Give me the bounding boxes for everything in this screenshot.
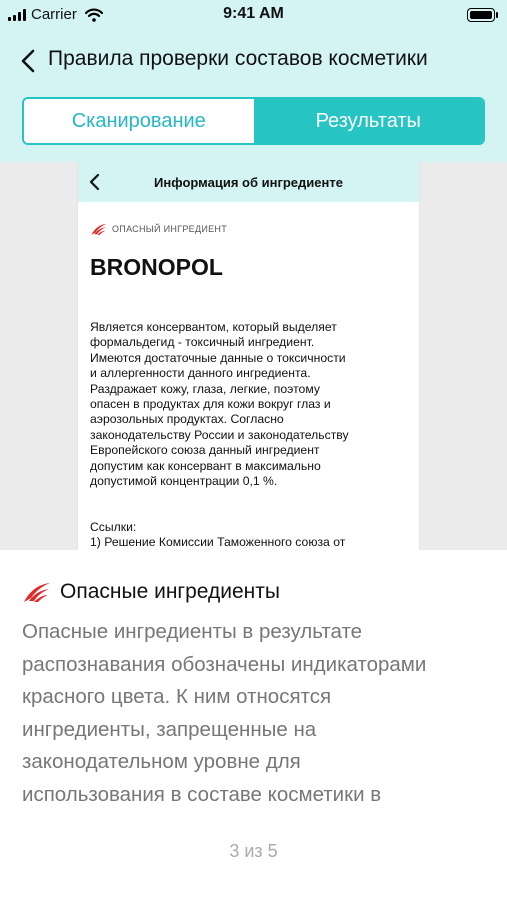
sheet-title: Опасные ингредиенты	[60, 580, 280, 603]
tab-results[interactable]: Результаты	[254, 99, 484, 143]
battery-icon	[467, 8, 495, 22]
header	[0, 30, 507, 162]
segmented-control	[22, 97, 485, 145]
preview-area	[0, 162, 507, 550]
preview-header	[78, 162, 419, 202]
red-wing-icon	[22, 580, 52, 604]
info-sheet	[0, 550, 507, 900]
ingredient-description: Является консервантом, который выделяет формальдегид - токсичный ингредиент. Имеются достаточные данные о токсичности и аллергенности данного ингредиента. Раздражает кожу, глаза, легкие, поэтому опасен в продуктах для кожи вокруг глаз и аэрозольных продуктах. Согласно законодательству России и законодательству Европейского союза данный ингредиент допустим как консервант в максимально допустимой концентрации 0,1 %.	[90, 320, 349, 489]
ingredient-links: Ссылки: 1) Решение Комиссии Таможенного союза от	[90, 520, 346, 550]
sheet-title-row	[22, 580, 280, 604]
status-bar	[0, 0, 507, 30]
preview-header-title: Информация об ингредиенте	[154, 175, 343, 190]
danger-badge-label: ОПАСНЫЙ ИНГРЕДИЕНТ	[112, 224, 228, 234]
preview-card	[78, 162, 419, 550]
danger-badge	[90, 222, 227, 236]
page-indicator: 3 из 5	[229, 841, 278, 861]
page-title: Правила проверки составов косметики	[48, 47, 428, 70]
carrier-label: Carrier	[31, 6, 77, 23]
tab-scanning[interactable]: Сканирование	[24, 99, 254, 143]
status-time: 9:41 AM	[223, 5, 284, 22]
ingredient-name: BRONOPOL	[90, 254, 223, 280]
back-chevron-icon[interactable]	[16, 48, 42, 74]
red-wing-icon	[90, 222, 108, 236]
sheet-body: Опасные ингредиенты в результате распознавания обозначены индикаторами красного цвета. К ним относятся ингредиенты, запрещенные на законодательном уровне для использования в составе косметики в	[22, 620, 427, 806]
